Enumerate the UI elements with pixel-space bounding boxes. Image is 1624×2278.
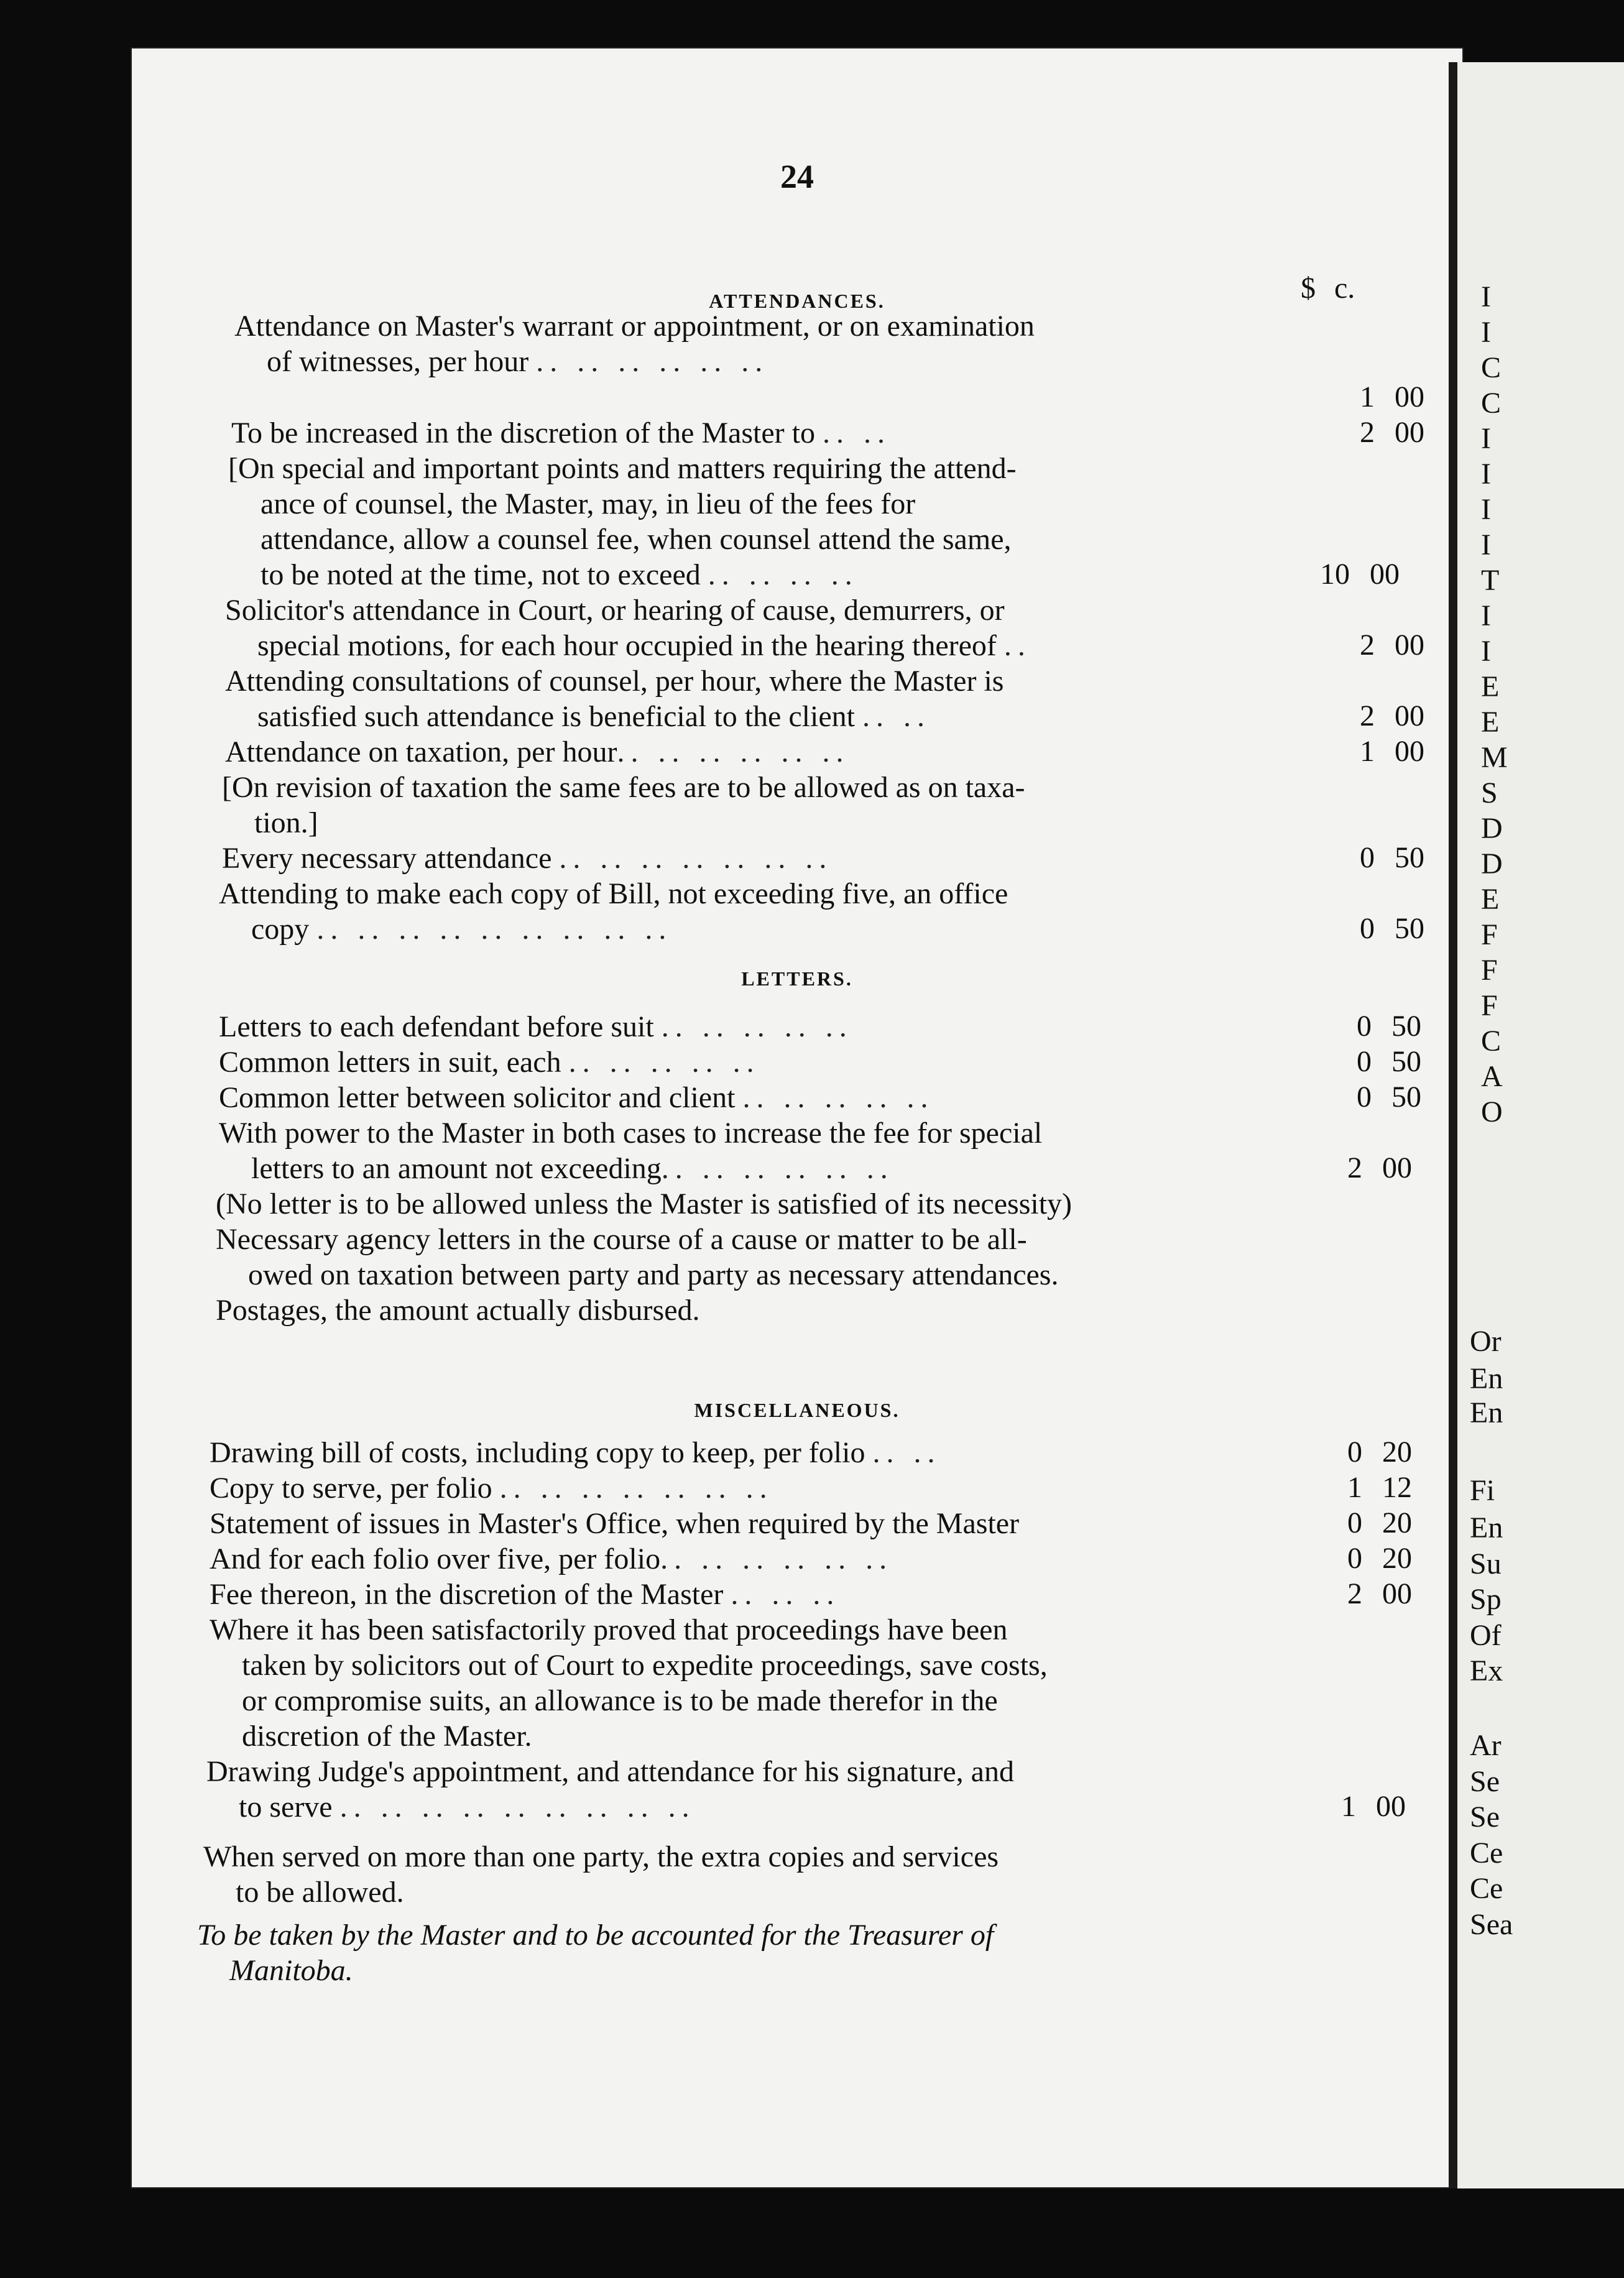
adjacent-page-edge	[1457, 62, 1624, 2188]
amount-dollars: 0	[1347, 1436, 1362, 1469]
amount-dollars: 0	[1360, 841, 1375, 874]
amount	[1332, 1009, 1421, 1043]
entry-bill-of-costs	[210, 1435, 941, 1470]
amount	[1310, 557, 1400, 591]
entry-line: or compromise suits, an allowance is to be made therefor in the	[242, 1684, 998, 1717]
adjacent-page-fragment: F	[1481, 989, 1498, 1022]
amount-cents: 00	[1382, 1151, 1412, 1184]
book-spine	[1449, 62, 1457, 2188]
entry-folio-over-five	[210, 1541, 893, 1577]
adjacent-page-fragment: Of	[1470, 1619, 1502, 1652]
entry-line: With power to the Master in both cases to increase the fee for special	[219, 1117, 1043, 1150]
amount	[1316, 1789, 1406, 1824]
adjacent-page-fragment: Or	[1470, 1325, 1502, 1358]
entry-line: copy	[251, 913, 310, 946]
adjacent-page-fragment: M	[1481, 741, 1508, 774]
adjacent-page-fragment: En	[1470, 1396, 1503, 1429]
entry-letters-defendant	[219, 1009, 853, 1044]
amount	[1335, 911, 1424, 946]
entry-line: Attending consultations of counsel, per hour, where the Master is	[225, 665, 1004, 698]
amount-dollars: 0	[1357, 1045, 1372, 1078]
adjacent-page-fragment: D	[1481, 812, 1503, 845]
section-heading-letters: LETTERS.	[741, 967, 853, 990]
entry-agency-letters	[216, 1222, 1058, 1293]
entry-line: discretion of the Master.	[242, 1720, 532, 1753]
amount	[1335, 699, 1424, 733]
entry-line: Common letter between solicitor and client	[219, 1081, 736, 1114]
entry-master-warrant	[234, 308, 1035, 379]
entry-common-letters	[219, 1044, 760, 1080]
entry-line: Attending to make each copy of Bill, not exceeding five, an office	[219, 877, 1008, 910]
entry-line: tion.]	[254, 806, 318, 839]
entry-line: letters to an amount not exceeding	[251, 1152, 662, 1185]
amount-dollars: 2	[1360, 416, 1375, 449]
leader-dots: .. .. .. .. .. ..	[661, 1152, 894, 1185]
leader-dots: .. .. .. .. ..	[568, 1046, 760, 1079]
amount	[1335, 628, 1424, 662]
entry-line: attendance, allow a counsel fee, when counsel attend the same,	[261, 523, 1012, 556]
entry-copy-to-serve	[210, 1470, 773, 1506]
section-heading-miscellaneous: MISCELLANEOUS.	[694, 1399, 900, 1421]
amount-dollars: 1	[1347, 1471, 1362, 1504]
amount-cents: 20	[1382, 1506, 1412, 1539]
amount-cents: 00	[1395, 735, 1424, 768]
amount-cents: 00	[1382, 1577, 1412, 1610]
entry-treasurer-note	[197, 1917, 994, 1988]
entry-statement-of-issues	[210, 1506, 1019, 1541]
entry-line: to be allowed.	[236, 1876, 404, 1909]
entry-line: Postages, the amount actually disbursed.	[216, 1294, 700, 1327]
amount-dollars: 2	[1360, 699, 1375, 732]
leader-dots: .. ..	[862, 700, 931, 733]
amount-cents: 00	[1370, 558, 1400, 591]
entry-fee-thereon	[210, 1577, 840, 1612]
entry-line: (No letter is to be allowed unless the Master is satisfied of its necessity)	[216, 1187, 1073, 1220]
entry-line: ance of counsel, the Master, may, in lieu of the fees for	[261, 487, 916, 520]
entry-line: to be noted at the time, not to exceed	[261, 558, 701, 591]
entry-line: Fee thereon, in the discretion of the Master	[210, 1578, 724, 1611]
adjacent-page-fragment: A	[1481, 1060, 1503, 1093]
entry-special-letters	[219, 1115, 1042, 1186]
amount-cents: 20	[1382, 1436, 1412, 1469]
amount	[1322, 1541, 1412, 1575]
amount	[1322, 1435, 1412, 1469]
entry-line: Every necessary attendance	[222, 842, 552, 875]
entry-common-letter-client	[219, 1080, 934, 1115]
amount-cents: 00	[1395, 629, 1424, 662]
amount-dollars: 1	[1360, 735, 1375, 768]
entry-line: owed on taxation between party and party as necessary attendances.	[248, 1258, 1059, 1291]
entry-line: satisfied such attendance is beneficial to the client	[257, 700, 855, 733]
adjacent-page-fragment: Ce	[1470, 1872, 1503, 1905]
amount	[1332, 1044, 1421, 1079]
amount-dollars: 0	[1360, 912, 1375, 945]
entry-line: Necessary agency letters in the course of a cause or matter to be all-	[216, 1223, 1027, 1256]
adjacent-page-fragment: C	[1481, 387, 1502, 420]
adjacent-page-fragment: I	[1481, 528, 1491, 561]
amount-cents: 00	[1376, 1790, 1406, 1823]
amount-dollars: 2	[1347, 1577, 1362, 1610]
entry-line: [On revision of taxation the same fees are to be allowed as on taxa-	[222, 771, 1025, 804]
leader-dots: .. .. ..	[731, 1578, 841, 1611]
adjacent-page-fragment: I	[1481, 458, 1491, 491]
amount	[1335, 734, 1424, 768]
entry-line: Common letters in suit, each	[219, 1046, 561, 1079]
amount-dollars: 2	[1360, 629, 1375, 662]
leader-dots: .. .. .. .. .. .. ..	[559, 842, 833, 875]
amount-cents: 50	[1391, 1081, 1421, 1114]
entry-no-letter-note	[216, 1186, 1072, 1222]
entry-line: Copy to serve, per folio	[210, 1472, 492, 1505]
entry-line: Statement of issues in Master's Office, when required by the Master	[210, 1507, 1020, 1540]
amount-cents: 50	[1391, 1045, 1421, 1078]
amount-dollars: 1	[1341, 1790, 1356, 1823]
leader-dots: .. .. .. .. ..	[661, 1010, 853, 1043]
adjacent-page-fragment: En	[1470, 1362, 1503, 1395]
adjacent-page-fragment: I	[1481, 422, 1491, 455]
entry-postages	[216, 1293, 700, 1328]
adjacent-page-fragment: S	[1481, 777, 1498, 809]
leader-dots: .. ..	[872, 1436, 941, 1469]
entry-copy-of-bill	[219, 876, 1008, 947]
adjacent-page-fragment: Se	[1470, 1765, 1500, 1798]
adjacent-page-fragment: En	[1470, 1511, 1503, 1544]
amount-cents: 50	[1391, 1010, 1421, 1043]
amount-cents: 00	[1395, 699, 1424, 732]
entry-line: Manitoba.	[229, 1954, 353, 1987]
amount	[1332, 1080, 1421, 1114]
entry-line: To be increased in the discretion of the Master to	[231, 417, 815, 450]
leader-dots: .. .. .. .. .. ..	[617, 736, 850, 768]
amount	[1322, 1577, 1412, 1611]
adjacent-page-fragment: I	[1481, 493, 1491, 526]
entry-line: To be taken by the Master and to be accounted for the Treasurer of	[197, 1919, 994, 1952]
entry-line: special motions, for each hour occupied in the hearing thereof	[257, 629, 997, 662]
leader-dots: .. ..	[823, 417, 891, 450]
dollars-column-header: $	[1301, 272, 1316, 305]
leader-dots: .. .. .. ..	[708, 558, 859, 591]
entry-increase-discretion	[231, 415, 891, 451]
page-number: 24	[780, 158, 814, 195]
amount-dollars: 1	[1360, 380, 1375, 413]
entry-line: to serve	[239, 1791, 333, 1824]
adjacent-page-fragment: Sea	[1470, 1908, 1513, 1941]
adjacent-page-fragment: I	[1481, 316, 1491, 349]
adjacent-page-fragment: Fi	[1470, 1474, 1495, 1507]
amount-cents: 50	[1395, 841, 1424, 874]
adjacent-page-fragment: C	[1481, 351, 1502, 384]
adjacent-page-fragment: I	[1481, 599, 1491, 632]
amount	[1322, 1151, 1412, 1185]
adjacent-page-fragment: D	[1481, 847, 1503, 880]
adjacent-page-fragment: Se	[1470, 1801, 1500, 1833]
adjacent-page-fragment: Ar	[1470, 1729, 1502, 1762]
entry-served-more-than-one	[203, 1839, 999, 1910]
amount-cents: 20	[1382, 1542, 1412, 1575]
entry-line: When served on more than one party, the extra copies and services	[203, 1840, 999, 1873]
entry-line: And for each folio over five, per folio	[210, 1542, 661, 1575]
amount	[1335, 841, 1424, 875]
leader-dots: .. .. .. .. .. .. .. .. ..	[339, 1791, 696, 1824]
entry-necessary-attendance	[222, 841, 833, 876]
entry-judges-appointment	[206, 1754, 1014, 1825]
entry-revision-note	[222, 770, 1025, 841]
amount-cents: 12	[1382, 1471, 1412, 1504]
adjacent-page-fragment: E	[1481, 883, 1500, 916]
entry-solicitor-attendance	[225, 593, 1031, 663]
entry-line: Where it has been satisfactorily proved that proceedings have been	[210, 1613, 1008, 1646]
amount-dollars: 2	[1347, 1151, 1362, 1184]
adjacent-page-fragment: E	[1481, 670, 1500, 703]
adjacent-page-fragment: T	[1481, 564, 1500, 597]
adjacent-page-fragment: E	[1481, 706, 1500, 739]
entry-line: Letters to each defendant before suit	[219, 1010, 654, 1043]
leader-dots: .. .. .. .. .. ..	[536, 345, 769, 378]
cents-column-header: c.	[1334, 272, 1355, 305]
adjacent-page-fragment: F	[1481, 918, 1498, 951]
amount	[1335, 380, 1424, 414]
adjacent-page-fragment: Sp	[1470, 1583, 1502, 1616]
entry-proceedings-out-of-court	[210, 1612, 1048, 1754]
adjacent-page-fragment: C	[1481, 1025, 1502, 1058]
adjacent-page-fragment: O	[1481, 1095, 1503, 1128]
section-heading-attendances: ATTENDANCES.	[709, 290, 885, 312]
leader-dots: .. .. .. .. .. ..	[660, 1542, 893, 1575]
leader-dots: .. .. .. .. ..	[742, 1081, 934, 1114]
entry-line: Attendance on taxation, per hour	[225, 736, 617, 768]
adjacent-page-fragment: I	[1481, 635, 1491, 668]
amount	[1335, 415, 1424, 450]
adjacent-page-fragment: Ex	[1470, 1654, 1503, 1687]
adjacent-page-fragment: F	[1481, 954, 1498, 987]
leader-dots: .. .. .. .. .. .. ..	[499, 1472, 773, 1505]
amount-dollars: 10	[1320, 558, 1350, 591]
leader-dots: .. .. .. .. .. .. .. .. ..	[316, 913, 673, 946]
amount-cents: 00	[1395, 380, 1424, 413]
amount-dollars: 0	[1347, 1542, 1362, 1575]
entry-line: Attendance on Master's warrant or appointment, or on examination	[234, 310, 1035, 343]
entry-taxation	[225, 734, 849, 770]
entry-special-points	[228, 451, 1017, 593]
amount	[1322, 1506, 1412, 1540]
entry-line: taken by solicitors out of Court to expedite proceedings, save costs,	[242, 1649, 1048, 1682]
amount-cents: 50	[1395, 912, 1424, 945]
adjacent-page-fragment: I	[1481, 280, 1491, 313]
adjacent-page-fragment: Su	[1470, 1547, 1502, 1580]
entry-line: [On special and important points and matters requiring the attend-	[228, 452, 1017, 485]
entry-line: of witnesses, per hour	[267, 345, 529, 378]
entry-line: Drawing Judge's appointment, and attendance for his signature, and	[206, 1755, 1014, 1788]
adjacent-page-fragment: Ce	[1470, 1837, 1503, 1870]
amount	[1322, 1470, 1412, 1505]
document-page	[132, 48, 1462, 2187]
amount-dollars: 0	[1357, 1081, 1372, 1114]
entry-line: Drawing bill of costs, including copy to keep, per folio	[210, 1436, 865, 1469]
amount-dollars: 0	[1357, 1010, 1372, 1043]
leader-dots: ..	[1003, 629, 1031, 662]
entry-consultations	[225, 663, 1003, 734]
amount-cents: 00	[1395, 416, 1424, 449]
entry-line: Solicitor's attendance in Court, or hearing of cause, demurrers, or	[225, 594, 1005, 627]
amount-dollars: 0	[1347, 1506, 1362, 1539]
